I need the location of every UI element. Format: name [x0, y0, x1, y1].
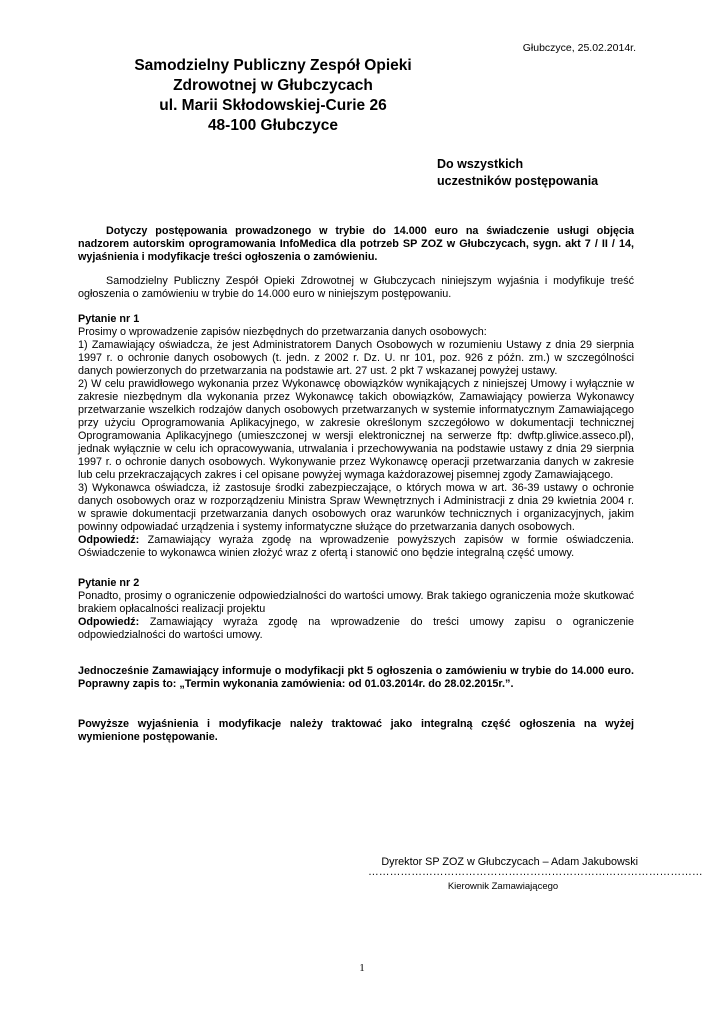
intro-paragraph: Samodzielny Publiczny Zespół Opieki Zdrowotnej w Głubczycach niniejszym wyjaśnia i modyfikuje treść ogłoszenia o zamówieniu w trybie do 14.000 euro w niniejszym postępowaniu. [78, 275, 634, 300]
modification-paragraph: Jednocześnie Zamawiający informuje o modyfikacji pkt 5 ogłoszenia o zamówieniu w trybie do 14.000 euro. Poprawny zapis to: „Termin wykonania zamówienia: od 01.03.2014r. do 28.02.2015r.”. [78, 665, 634, 690]
sender-line: Zdrowotnej w Głubczycach [173, 77, 373, 94]
answer-label: Odpowiedź: [78, 616, 140, 628]
answer-text: Zamawiający wyraża zgodę na wprowadzenie powyższych zapisów w formie oświadczenia. Oświadczenie to wykonawca winien złożyć wraz z ofertą i stanowić ono będzie integralną część umowy. [78, 534, 634, 559]
question-2-section [78, 577, 634, 642]
signature-name: Dyrektor SP ZOZ w Głubczycach – Adam Jakubowski [381, 856, 638, 868]
page-number: 1 [359, 962, 365, 974]
question-1-lead: Prosimy o wprowadzenie zapisów niezbędnych do przetwarzania danych osobowych: [78, 326, 487, 338]
question-1-point-1: 1) Zamawiający oświadcza, że jest Administratorem Danych Osobowych w rozumieniu Ustawy z dnia 29 sierpnia 1997 r. o ochronie danych osobowych (t. jedn. z 2002 r. Dz. U. nr 101, poz. 926 z późn. zm.) w szczególności danych powierzonych do przetwarzania na podstawie art. 27 ust. 2 pkt 7 wskazanej powyżej ustawy. [78, 339, 634, 377]
question-2-title: Pytanie nr 2 [78, 577, 140, 589]
modification-block [78, 665, 634, 691]
sender-line: 48-100 Głubczyce [207, 117, 339, 134]
signature-role: Kierownik Zamawiającego [447, 881, 559, 892]
answer-label: Odpowiedź: [78, 534, 140, 546]
subject-paragraph: Dotyczy postępowania prowadzonego w trybie do 14.000 euro na świadczenie usługi objęcia nadzorem autorskim oprogramowania InfoMedica dla potrzeb SP ZOZ w Głubczycach, sygn. akt 7 / II / 14, wyjaśnienia i modyfikacje treści ogłoszenia o zamówieniu. [78, 225, 634, 263]
sender-address [100, 56, 446, 136]
signature-line: ………………………………………………………………………………… [368, 866, 703, 878]
closing-paragraph: Powyższe wyjaśnienia i modyfikacje należy traktować jako integralną część ogłoszenia na wyżej wymienione postępowanie. [78, 718, 634, 743]
document-date: Głubczyce, 25.02.2014r. [522, 42, 636, 54]
sender-line: Samodzielny Publiczny Zespół Opieki [134, 57, 412, 74]
question-1-title: Pytanie nr 1 [78, 313, 140, 325]
question-1-point-2: 2) W celu prawidłowego wykonania przez Wykonawcę obowiązków wynikających z niniejszej Umowy i wyłącznie w zakresie niezbędnym dla wykonania przez Wykonawcę takich obowiązków, Zamawiający powierza Wykonawcy przetwarzanie wszelkich rodzajów danych osobowych przetwarzanych w systemie informatycznym Zamawiającego przy użyciu Oprogramowania Aplikacyjnego, w zakresie określonym szczegółowo w dokumentacji technicznej Oprogramowania Aplikacyjnego (umieszczonej w wersji elektronicznej na serwerze ftp: dwftp.gliwice.asseco.pl), jednak wyłącznie w celu ich opracowywania, utrwalania i przechowywania na podstawie ustawy z dnia 29 sierpnia 1997 r. o ochronie danych osobowych. Wykonywanie przez Wykonawcę operacji przetwarzania danych w zakresie lub celu przekraczających zakres i cel opisane powyżej wymaga każdorazowej pisemnej zgody Zamawiającego. [78, 378, 634, 481]
answer-text: Zamawiający wyraża zgodę na wprowadzenie do treści umowy zapisu o ograniczenie odpowiedzialności do wartości umowy. [78, 616, 635, 641]
intro-block [78, 275, 634, 301]
question-2-lead: Ponadto, prosimy o ograniczenie odpowiedzialności do wartości umowy. Brak takiego ograniczenia może skutkować brakiem opłacalności realizacji projektu [78, 590, 634, 615]
subject-block [78, 225, 634, 264]
sender-line: ul. Marii Skłodowskiej-Curie 26 [159, 97, 387, 114]
question-1-point-3: 3) Wykonawca oświadcza, iż zastosuje środki zabezpieczające, o których mowa w art. 36-39 ustawy o ochronie danych osobowych oraz w rozporządzeniu Ministra Spraw Wewnętrznych i Administracji z dnia 29 kwietnia 2004 r. w sprawie dokumentacji przetwarzania danych osobowych oraz warunków technicznych i organizacyjnych, jakim powinny odpowiadać urządzenia i systemy informatyczne służące do przetwarzania danych osobowych. [78, 482, 634, 533]
recipient-line: Do wszystkich [437, 157, 524, 171]
question-2-answer [78, 616, 634, 642]
recipient-line: uczestników postępowania [437, 174, 599, 188]
recipient-block [437, 156, 598, 190]
closing-block [78, 718, 634, 744]
question-1-section [78, 313, 634, 560]
question-1-answer [78, 534, 634, 560]
